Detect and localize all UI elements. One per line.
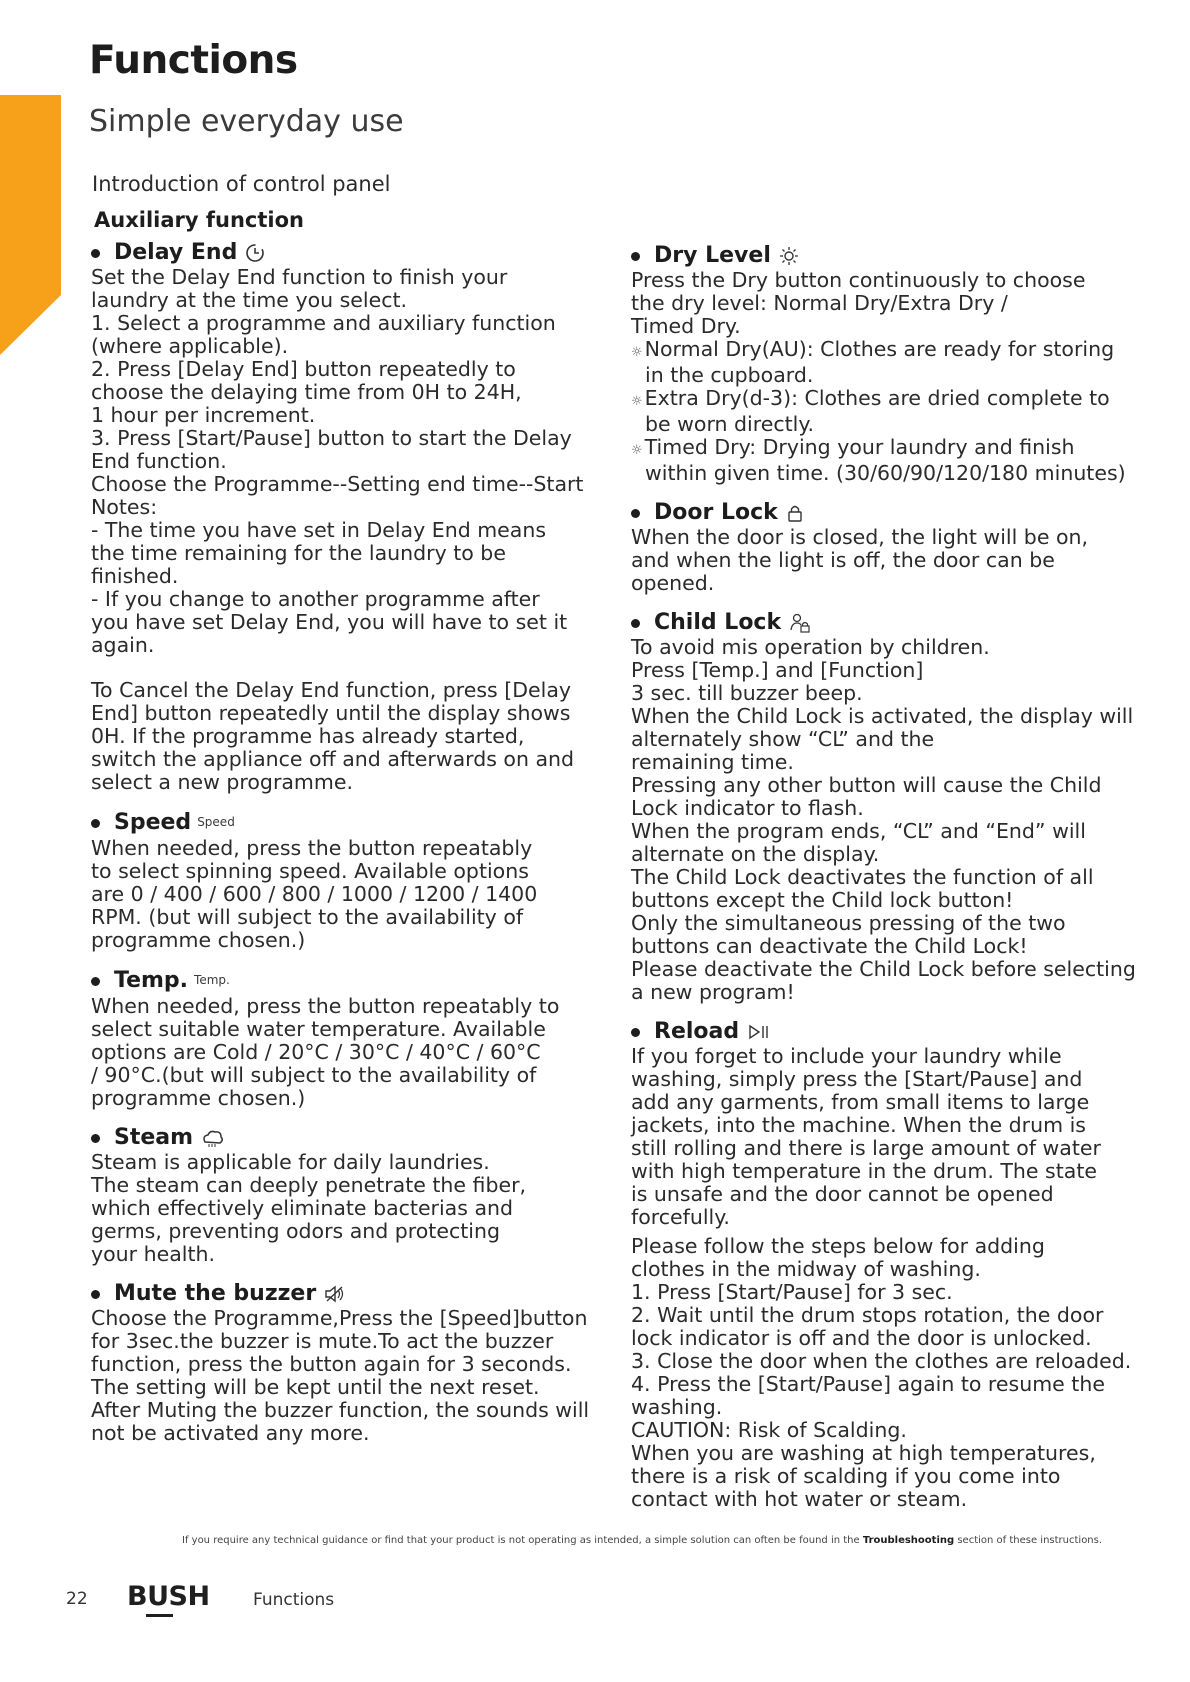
child-lock-heading: Child Lock bbox=[631, 610, 1176, 636]
mute-icon bbox=[324, 1285, 346, 1303]
child-lock-icon bbox=[789, 612, 811, 634]
delay-end-section bbox=[91, 240, 631, 794]
temp-label: Temp. bbox=[194, 973, 230, 987]
temp-body: When needed, press the button repeatably to select suitable water temperature. Available options are Cold / 20°C / 30°C / 40°C / 60°C / 90°C.(but will subject to the availability of programme chosen.) bbox=[91, 994, 560, 1110]
speed-body: When needed, press the button repeatably to select spinning speed. Available options are 0 / 400 / 600 / 800 / 1000 / 1200 / 1400 RPM. (but will subject to the availability of programme chosen.) bbox=[91, 836, 538, 952]
steam-heading: Steam bbox=[91, 1125, 631, 1151]
bullet bbox=[91, 249, 100, 258]
steam-section bbox=[91, 1125, 631, 1266]
reload-heading: Reload bbox=[631, 1019, 1176, 1045]
page-title: Functions bbox=[89, 38, 298, 83]
door-lock-heading: Door Lock bbox=[631, 500, 1176, 526]
child-lock-section bbox=[631, 610, 1176, 1004]
troubleshooting-link[interactable]: Troubleshooting bbox=[862, 1535, 955, 1546]
speed-section bbox=[91, 809, 631, 952]
play-pause-icon bbox=[747, 1023, 771, 1041]
temp-section bbox=[91, 967, 631, 1110]
child-lock-body: To avoid mis operation by children. Press [Temp.] and [Function] 3 sec. till buzzer beep. When the Child Lock is activated, the display will alternately show “CL” and the remaining time. Pressing any other button will cause the Child Lock indicator to flash. When the program ends, “CL” and “End” will alternate on the display. The Child Lock deactivates the function of all buttons except the Child lock button! Only the simultaneous pressing of the two buttons can deactivate the Child Lock! Please deactivate the Child Lock before selecting a new program! bbox=[631, 635, 1136, 1004]
sun-icon: ☼ bbox=[631, 394, 643, 409]
dry-option: ☼Extra Dry(d-3): Clothes are dried complete to bbox=[631, 386, 1110, 410]
reload-body: If you forget to include your laundry while washing, simply press the [Start/Pause] and add any garments, from small items to large jackets, into the machine. When the drum is still rolling and there is large amount of water with high temperature in the drum. The state is unsafe and the door cannot be opened forcefully. Please follow the steps below for adding clothes in the midway of washing. 1. Press [Start/Pause] for 3 sec. 2. Wait until the drum stops rotation, the door lock indicator is off and the door is unlocked. 3. Close the door when the clothes are reloaded. 4. Press the [Start/Pause] again to resume the washing. CAUTION: Risk of Scalding. When you are washing at high temperatures, there is a risk of scalding if you come into contact with hot water or steam. bbox=[631, 1044, 1132, 1511]
brand-underline bbox=[146, 1614, 173, 1617]
mute-section bbox=[91, 1281, 631, 1445]
lock-icon bbox=[786, 503, 804, 523]
right-column bbox=[631, 243, 1176, 1526]
page-number: 22 bbox=[66, 1589, 88, 1609]
mute-heading: Mute the buzzer bbox=[91, 1281, 631, 1307]
sun-icon bbox=[779, 246, 799, 266]
aux-heading: Auxiliary function bbox=[94, 208, 304, 232]
speed-label: Speed bbox=[197, 815, 235, 829]
bullet bbox=[91, 1290, 100, 1299]
dry-level-heading: Dry Level bbox=[631, 243, 1176, 269]
delay-end-heading: Delay End bbox=[91, 240, 631, 266]
dry-level-body: Press the Dry button continuously to choose the dry level: Normal Dry/Extra Dry / Timed Dry. ☼Normal Dry(AU): Clothes are ready for storing in the cupboard. ☼Extra Dry(d-3): Clothes are dried complete to be worn directly. ☼Timed Dry: Drying your laundry and finish within given time. (30/60/90/120/180 minutes) bbox=[631, 269, 1176, 485]
speed-heading: Speed Speed bbox=[91, 809, 631, 837]
door-lock-section bbox=[631, 500, 1176, 595]
bullet bbox=[631, 1028, 640, 1037]
dry-option: ☼Normal Dry(AU): Clothes are ready for storing bbox=[631, 337, 1115, 361]
brand-logo: BUSH bbox=[127, 1581, 210, 1612]
left-column bbox=[91, 240, 631, 1460]
sun-icon: ☼ bbox=[631, 443, 643, 458]
bullet bbox=[631, 619, 640, 628]
page-subtitle: Simple everyday use bbox=[89, 104, 404, 139]
troubleshooting-note: If you require any technical guidance or find that your product is not operating as intended, a simple solution can often be found in the Troubleshooting section of these instructions. bbox=[182, 1535, 1103, 1546]
bullet bbox=[631, 509, 640, 518]
mute-body: Choose the Programme,Press the [Speed]button for 3sec.the buzzer is mute.To act the buzzer function, press the button again for 3 seconds. The setting will be kept until the next reset. After Muting the buzzer function, the sounds will not be activated any more. bbox=[91, 1306, 590, 1445]
bullet bbox=[91, 977, 100, 986]
steam-body: Steam is applicable for daily laundries. The steam can deeply penetrate the fiber, which effectively eliminate bacterias and germs, preventing odors and protecting your health. bbox=[91, 1150, 527, 1266]
bullet bbox=[631, 252, 640, 261]
temp-heading: Temp. Temp. bbox=[91, 967, 631, 995]
delay-end-body: Set the Delay End function to finish your laundry at the time you select. 1. Select a programme and auxiliary function (where applicable). 2. Press [Delay End] button repeatedly to choose the delaying time from 0H to 24H, 1 hour per increment. 3. Press [Start/Pause] button to start the Delay End function. Choose the Programme--Setting end time--Start Notes: - The time you have set in Delay End means the time remaining for the laundry to be finished. - If you change to another programme after you have set Delay End, you will have to set it again. To Cancel the Delay End function, press [Delay End] button repeatedly until the display shows 0H. If the programme has already started, switch the appliance off and afterwards on and select a new programme. bbox=[91, 265, 584, 794]
steam-icon bbox=[201, 1128, 225, 1148]
reload-section bbox=[631, 1019, 1176, 1511]
dry-option: ☼Timed Dry: Drying your laundry and finish bbox=[631, 435, 1075, 459]
orange-page-tab bbox=[0, 95, 61, 355]
clock-icon bbox=[245, 243, 265, 263]
sun-icon: ☼ bbox=[631, 345, 643, 360]
footer-section-name: Functions bbox=[253, 1590, 335, 1610]
intro-text: Introduction of control panel bbox=[92, 172, 391, 196]
bullet bbox=[91, 1134, 100, 1143]
dry-level-section bbox=[631, 243, 1176, 485]
bullet bbox=[91, 819, 100, 828]
door-lock-body: When the door is closed, the light will be on, and when the light is off, the door can be opened. bbox=[631, 525, 1088, 595]
